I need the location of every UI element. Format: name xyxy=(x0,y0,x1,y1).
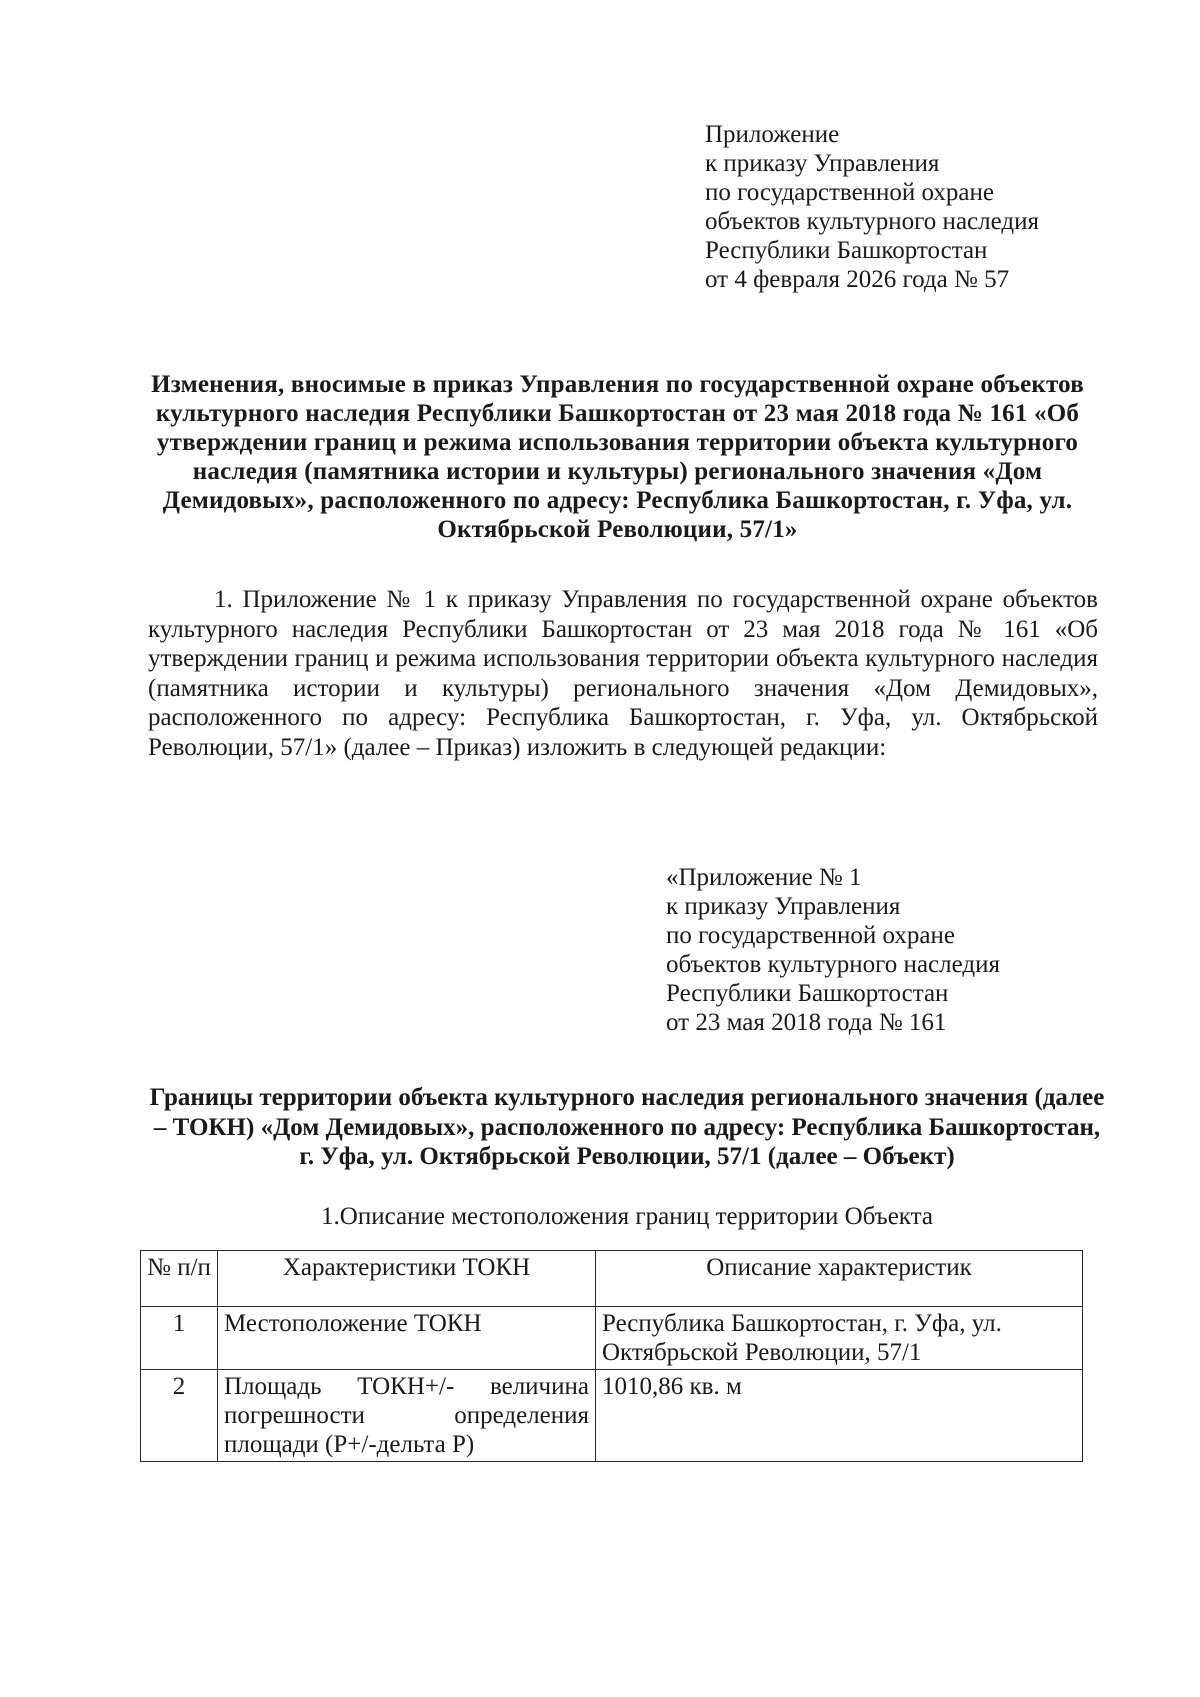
characteristics-table xyxy=(140,1250,1083,1462)
cell-characteristic: Площадь ТОКН+/- величина погрешности определения площади (P+/-дельта P) xyxy=(218,1370,596,1462)
cell-description: 1010,86 кв. м xyxy=(596,1370,1083,1462)
cell-description: Республика Башкортостан, г. Уфа, ул. Октябрьской Революции, 57/1 xyxy=(596,1307,1083,1370)
section-1-heading: 1.Описание местоположения границ территории Объекта xyxy=(321,1203,933,1230)
cell-number: 1 xyxy=(141,1307,218,1370)
annex-line: Республики Башкортостан xyxy=(705,237,988,264)
boundaries-title: Границы территории объекта культурного наследия регионального значения (далее – ТОКН) «Дом Демидовых», расположенного по адресу: Республика Башкортостан, г. Уфа, ул. Октябрьской Революции, 57/1 (далее – Объект) xyxy=(149,1084,1105,1170)
annex-line: от 23 мая 2018 года № 161 xyxy=(666,1009,947,1036)
annex-line: объектов культурного наследия xyxy=(705,208,1039,235)
annex-line: Приложение xyxy=(705,121,840,148)
annex-line: от 4 февраля 2026 года № 57 xyxy=(705,266,1010,293)
annex-header-top xyxy=(705,120,1039,294)
paragraph-1: 1. Приложение № 1 к приказу Управления по государственной охране объектов культурного наследия Республики Башкортостан от 23 мая 2018 года № 161 «Об утверждении границ и режима использования территории объекта культурного наследия (памятника истории и культуры) регионального значения «Дом Демидовых», расположенного по адресу: Республика Башкортостан, г. Уфа, ул. Октябрьской Революции, 57/1» (далее – Приказ) изложить в следующей редакции: xyxy=(148,586,1098,761)
table-row xyxy=(141,1370,1083,1462)
column-header-number: № п/п xyxy=(141,1251,218,1307)
annex-line: Республики Башкортостан xyxy=(666,980,949,1007)
column-header-characteristic: Характеристики ТОКН xyxy=(218,1251,596,1307)
column-header-description: Описание характеристик xyxy=(596,1251,1083,1307)
annex-line: по государственной охране xyxy=(666,922,956,949)
annex-line: к приказу Управления xyxy=(666,893,901,920)
annex-line: «Приложение № 1 xyxy=(666,864,862,891)
table-header-row xyxy=(141,1251,1083,1307)
annex-header-inner xyxy=(666,863,1000,1037)
cell-characteristic: Местоположение ТОКН xyxy=(218,1307,596,1370)
cell-number: 2 xyxy=(141,1370,218,1462)
table-row xyxy=(141,1307,1083,1370)
annex-line: к приказу Управления xyxy=(705,150,940,177)
annex-line: объектов культурного наследия xyxy=(666,951,1000,978)
annex-line: по государственной охране xyxy=(705,179,995,206)
document-title: Изменения, вносимые в приказ Управления по государственной охране объектов культурного наследия Республики Башкортостан от 23 мая 2018 года № 161 «Об утверждении границ и режима использования территории объекта культурного наследия (памятника истории и культуры) регионального значения «Дом Демидовых», расположенного по адресу: Республика Башкортостан, г. Уфа, ул. Октябрьской Революции, 57/1» xyxy=(151,371,1084,543)
